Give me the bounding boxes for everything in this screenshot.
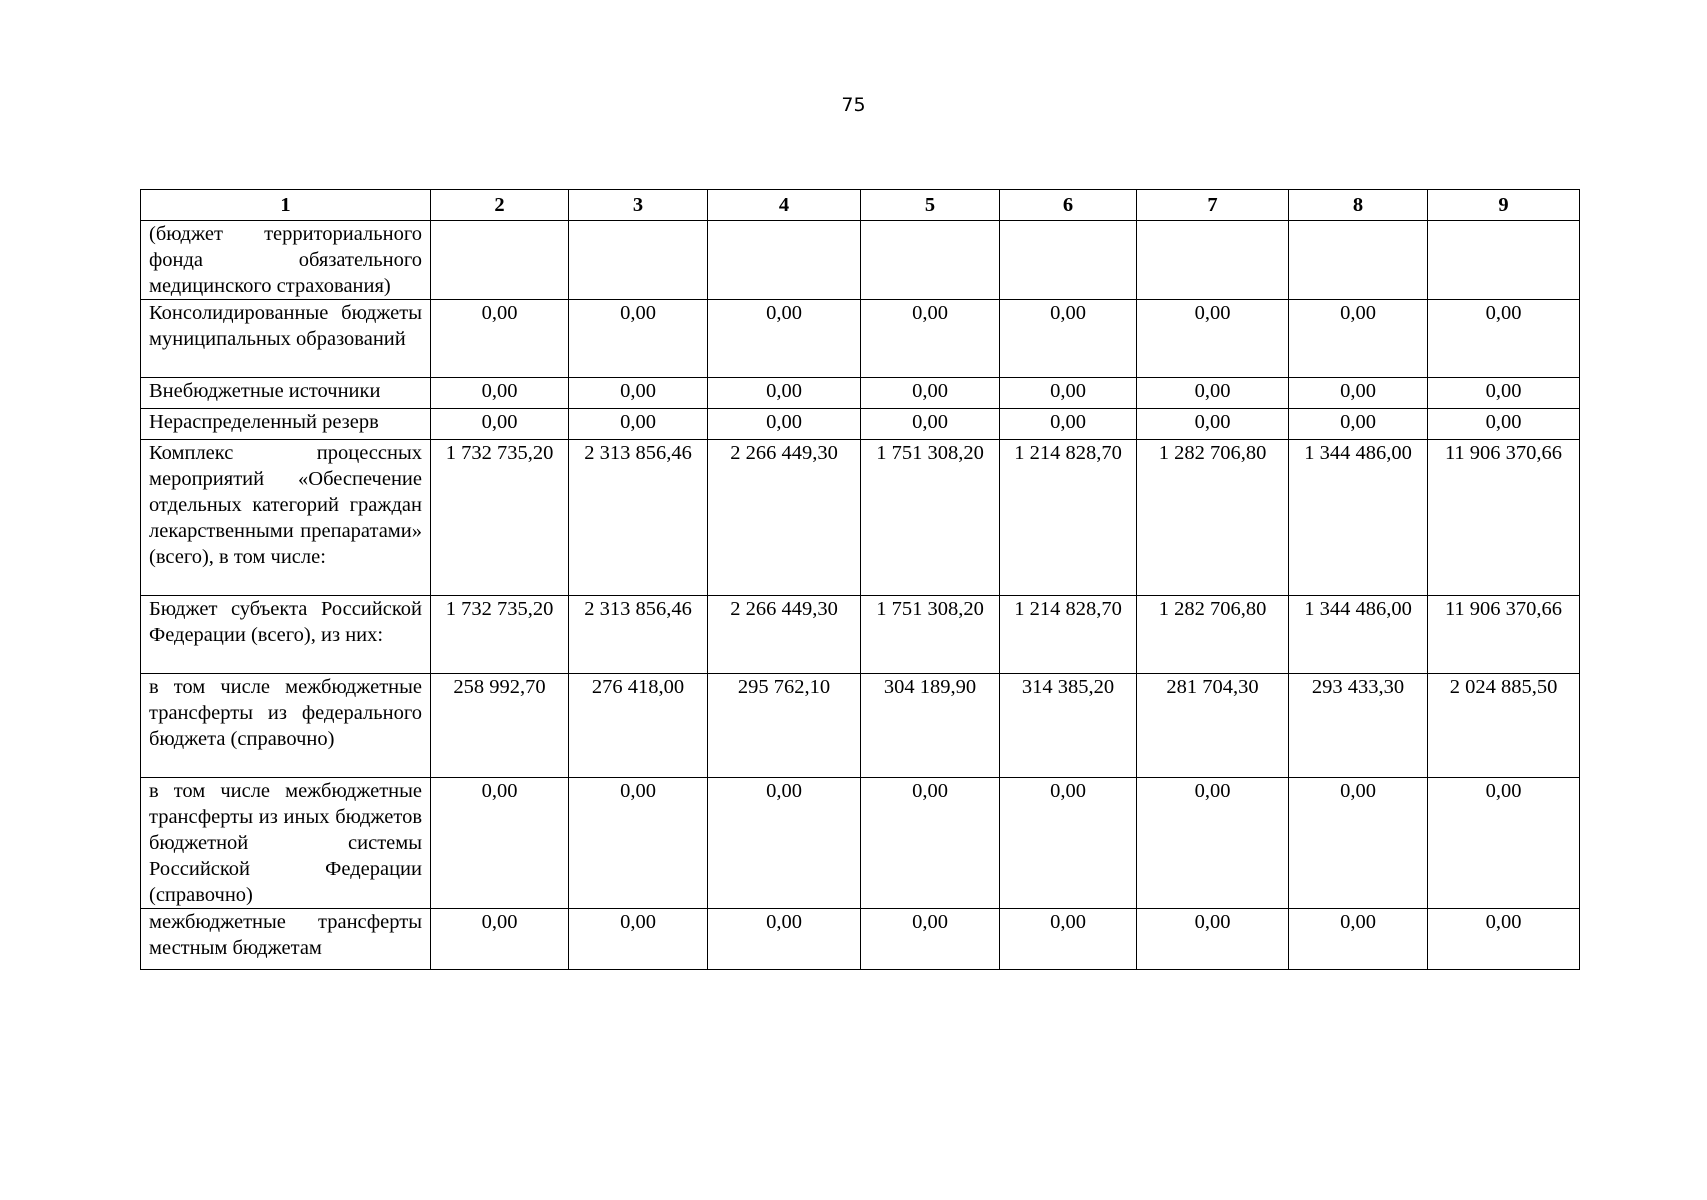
row-label: межбюджетные трансферты местным бюджетам xyxy=(141,909,431,970)
table-cell: 0,00 xyxy=(708,300,861,378)
table-cell: 2 313 856,46 xyxy=(569,596,708,674)
table-cell: 314 385,20 xyxy=(1000,674,1137,778)
table-cell: 0,00 xyxy=(569,378,708,409)
table-cell: 1 751 308,20 xyxy=(861,596,1000,674)
column-header: 4 xyxy=(708,190,861,221)
table-cell: 1 214 828,70 xyxy=(1000,596,1137,674)
row-label: Нераспределенный резерв xyxy=(141,409,431,440)
table-cell: 1 751 308,20 xyxy=(861,440,1000,596)
table-cell: 0,00 xyxy=(569,778,708,909)
table-cell: 0,00 xyxy=(431,778,569,909)
table-cell xyxy=(1137,221,1289,300)
table-cell: 258 992,70 xyxy=(431,674,569,778)
table-row xyxy=(141,674,1580,778)
table-row xyxy=(141,778,1580,909)
row-label: Комплекс процессных мероприятий «Обеспечение отдельных категорий граждан лекарственными препаратами» (всего), в том числе: xyxy=(141,440,431,596)
table-cell: 0,00 xyxy=(1289,909,1428,970)
row-label: (бюджет территориального фонда обязательного медицинского страхования) xyxy=(141,221,431,300)
table-cell: 295 762,10 xyxy=(708,674,861,778)
column-header: 5 xyxy=(861,190,1000,221)
table-cell xyxy=(1428,221,1580,300)
column-header: 7 xyxy=(1137,190,1289,221)
table-row xyxy=(141,596,1580,674)
table-cell: 281 704,30 xyxy=(1137,674,1289,778)
column-header: 8 xyxy=(1289,190,1428,221)
table-cell: 0,00 xyxy=(569,909,708,970)
table-cell: 2 266 449,30 xyxy=(708,440,861,596)
table-cell: 0,00 xyxy=(1137,409,1289,440)
table-cell: 0,00 xyxy=(1428,909,1580,970)
row-label: Бюджет субъекта Российской Федерации (всего), из них: xyxy=(141,596,431,674)
page-number: 75 xyxy=(841,94,866,116)
table-cell: 0,00 xyxy=(861,409,1000,440)
table-cell: 0,00 xyxy=(569,300,708,378)
table-cell xyxy=(1000,221,1137,300)
table-cell: 0,00 xyxy=(1428,409,1580,440)
table-cell: 0,00 xyxy=(1289,378,1428,409)
column-header: 6 xyxy=(1000,190,1137,221)
table-cell: 0,00 xyxy=(1137,909,1289,970)
table-cell xyxy=(569,221,708,300)
table-cell: 0,00 xyxy=(1137,300,1289,378)
table-row xyxy=(141,409,1580,440)
table-cell: 0,00 xyxy=(1289,778,1428,909)
table-cell xyxy=(1289,221,1428,300)
table-cell: 0,00 xyxy=(861,778,1000,909)
table-row xyxy=(141,378,1580,409)
table-cell: 0,00 xyxy=(861,300,1000,378)
column-header: 9 xyxy=(1428,190,1580,221)
row-label: Внебюджетные источники xyxy=(141,378,431,409)
table-cell: 1 282 706,80 xyxy=(1137,596,1289,674)
table-cell: 1 344 486,00 xyxy=(1289,440,1428,596)
table-cell: 0,00 xyxy=(431,300,569,378)
table-cell: 0,00 xyxy=(431,909,569,970)
table-cell: 304 189,90 xyxy=(861,674,1000,778)
table-cell: 0,00 xyxy=(1289,300,1428,378)
table-cell: 0,00 xyxy=(431,378,569,409)
budget-table xyxy=(140,189,1580,970)
table-cell: 0,00 xyxy=(708,409,861,440)
table-cell: 1 344 486,00 xyxy=(1289,596,1428,674)
table-cell: 0,00 xyxy=(708,378,861,409)
table-cell: 0,00 xyxy=(569,409,708,440)
table-row xyxy=(141,440,1580,596)
table-cell: 0,00 xyxy=(1000,409,1137,440)
table-cell: 0,00 xyxy=(1137,778,1289,909)
table-cell: 2 266 449,30 xyxy=(708,596,861,674)
table-cell xyxy=(861,221,1000,300)
table-cell: 2 313 856,46 xyxy=(569,440,708,596)
column-header: 1 xyxy=(141,190,431,221)
table-cell: 0,00 xyxy=(1428,778,1580,909)
table-cell: 0,00 xyxy=(861,378,1000,409)
table-cell xyxy=(431,221,569,300)
table-cell: 0,00 xyxy=(1289,409,1428,440)
table-cell: 1 732 735,20 xyxy=(431,596,569,674)
table-cell: 293 433,30 xyxy=(1289,674,1428,778)
table-cell: 11 906 370,66 xyxy=(1428,440,1580,596)
table-cell xyxy=(708,221,861,300)
column-header: 3 xyxy=(569,190,708,221)
table-cell: 0,00 xyxy=(1000,300,1137,378)
row-label: Консолидированные бюджеты муниципальных образований xyxy=(141,300,431,378)
table-row xyxy=(141,300,1580,378)
table-cell: 0,00 xyxy=(1000,909,1137,970)
table-header-row xyxy=(141,190,1580,221)
table-cell: 1 214 828,70 xyxy=(1000,440,1137,596)
row-label: в том числе межбюджетные трансферты из иных бюджетов бюджетной системы Российской Федерации (справочно) xyxy=(141,778,431,909)
table-cell: 276 418,00 xyxy=(569,674,708,778)
table-cell: 0,00 xyxy=(1428,300,1580,378)
table-cell: 0,00 xyxy=(708,778,861,909)
table-cell: 0,00 xyxy=(1000,378,1137,409)
table-cell: 1 732 735,20 xyxy=(431,440,569,596)
table-cell: 0,00 xyxy=(1000,778,1137,909)
table-cell: 0,00 xyxy=(431,409,569,440)
table-cell: 0,00 xyxy=(1428,378,1580,409)
row-label: в том числе межбюджетные трансферты из федерального бюджета (справочно) xyxy=(141,674,431,778)
table-cell: 11 906 370,66 xyxy=(1428,596,1580,674)
column-header: 2 xyxy=(431,190,569,221)
table-row xyxy=(141,221,1580,300)
table-cell: 1 282 706,80 xyxy=(1137,440,1289,596)
table-cell: 0,00 xyxy=(708,909,861,970)
table-cell: 0,00 xyxy=(1137,378,1289,409)
table-row xyxy=(141,909,1580,970)
table-cell: 2 024 885,50 xyxy=(1428,674,1580,778)
table-cell: 0,00 xyxy=(861,909,1000,970)
